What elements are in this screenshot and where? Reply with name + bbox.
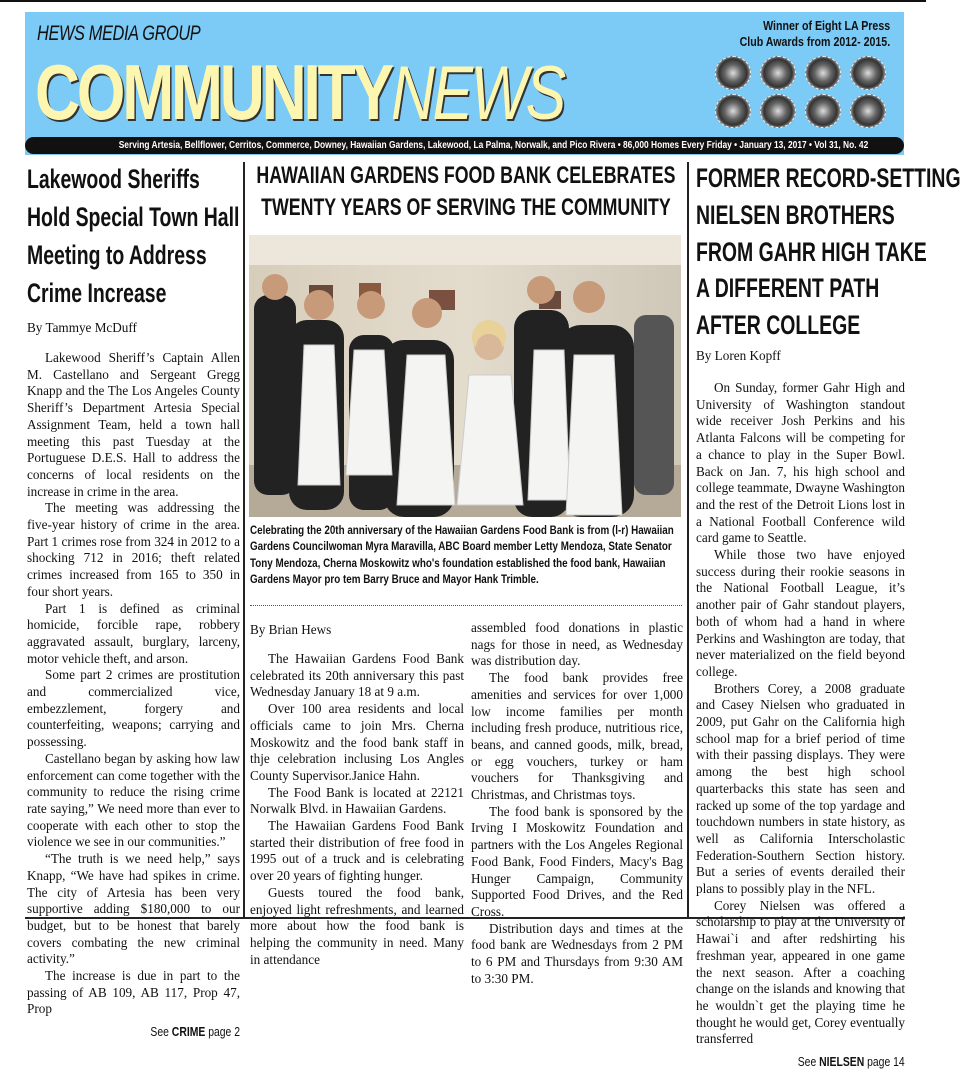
publisher-name: HEWS MEDIA GROUP xyxy=(37,22,201,45)
award-seal-icon xyxy=(760,94,796,128)
food-bank-column-1 xyxy=(250,622,464,968)
headline-line: Meeting to Address xyxy=(27,240,207,270)
headline-line: HAWAIIAN GARDENS FOOD BANK CELEBRATES xyxy=(256,162,676,189)
paragraph: Guests toured the food bank, enjoyed light refreshments, and learned more about how the food bank is helping the community in need. Many in attendance xyxy=(250,884,464,967)
coverage-strip: Serving Artesia, Bellflower, Cerritos, Commerce, Downey, Hawaiian Gardens, Lakewood, La Palma, Norwalk, and Pico Rivera • 86,000 Homes Every Friday • January 13, 2017 • Vol 31, No. 42 xyxy=(25,137,904,154)
headline-food-bank[interactable] xyxy=(248,160,684,224)
byline: By Tammye McDuff xyxy=(27,320,137,335)
headline-nielsen[interactable] xyxy=(696,160,961,344)
paragraph: The food bank is sponsored by the Irving I Moskowitz Foundation and partners with the Los Angeles Regional Food Bank, Food Finders, Macy's Bag Hunger Campaign, Community Supported Food Drives, and the Red Cross. xyxy=(471,803,683,919)
paragraph: Brothers Corey, a 2008 graduate and Casey Nielsen who graduated in 2009, put Gahr on the California high school map for a brief period of time with their passing displays. They were among the best high school quarterbacks this state has seen and racked up some of the top yardage and touchdown numbers in state history, as well as California Interscholastic Federation-Southern Section history. But a series of events derailed their plans to possibly play in the NFL. xyxy=(696,680,905,897)
headline-line: Crime Increase xyxy=(27,278,167,308)
award-seal-icon xyxy=(715,94,751,128)
article-body-food-bank-col2 xyxy=(471,620,683,987)
paragraph: Over 100 area residents and local officials came to join Mrs. Cherna Moskowitz and the food bank staff in thje celebration inclusing Los Angles County Supervisor.Janice Hahn. xyxy=(250,701,464,783)
headline-line: TWENTY YEARS OF SERVING THE COMMUNITY xyxy=(261,194,671,221)
award-seal-icon xyxy=(805,56,841,90)
byline: By Loren Kopff xyxy=(696,347,781,363)
article-body-nielsen xyxy=(696,380,905,1048)
award-seal-icon xyxy=(760,56,796,90)
headline-line: AFTER COLLEGE xyxy=(696,310,861,341)
paragraph: Distribution days and times at the food bank are Wednesdays from 2 PM to 6 PM and Thursdays from 9:30 AM to 3:30 PM. xyxy=(471,920,683,986)
photo-caption: Celebrating the 20th anniversary of the Hawaiian Gardens Food Bank is from (l-r) Hawaiian Gardens Councilwoman Myra Maravilla, ABC Board member Letty Mendoza, State Senator Tony Mendoza, Cherna Moskowitz who's foundation established the food bank, Hawaiian Gardens Mayor pro tem Barry Bruce and Mayor Hank Trimble. xyxy=(250,523,674,586)
jump-link-crime[interactable]: See CRIME page 2 xyxy=(150,1024,240,1040)
award-seals xyxy=(715,56,887,128)
headline-line: A DIFFERENT PATH xyxy=(696,273,880,304)
headline-line: Hold Special Town Hall xyxy=(27,202,240,232)
award-seal-icon xyxy=(805,94,841,128)
paragraph: assembled food donations in plastic nags for those in need, as Wednesday was distribution day. xyxy=(471,620,683,669)
headline-line: Lakewood Sheriffs xyxy=(27,164,200,194)
paragraph: The Hawaiian Gardens Food Bank celebrated its 20th anniversary this past Wednesday January 18 at 9 a.m. xyxy=(250,651,464,700)
article-body-food-bank-col1 xyxy=(250,651,464,968)
paragraph: On Sunday, former Gahr High and University of Washington standout wide receiver Josh Perkins and his Atlanta Falcons will be competing for a chance to play in the Super Bowl. Back on Jan. 7, his high school and college teammate, Dwayne Washington and the rest of the Detroit Lions lost in a National Football Conference wild card game to Seattle. xyxy=(696,379,905,546)
headline-lakewood[interactable] xyxy=(27,160,240,312)
dotted-divider xyxy=(250,605,682,606)
paragraph: Part 1 is defined as criminal homicide, forcible rape, robbery aggravated assault, burglary, larceny, motor vehicle theft, and arson. xyxy=(27,600,240,666)
award-seal-icon xyxy=(850,56,886,90)
top-rule xyxy=(0,0,926,2)
food-bank-photo xyxy=(249,235,681,517)
paragraph: The Hawaiian Gardens Food Bank started their distribution of free food in 1995 out of a truck and is celebrating over 20 years of fighting hunger. xyxy=(250,818,464,884)
paragraph: The meeting was addressing the five-year history of crime in the area. Part 1 crimes rose from 324 in 2012 to a shocking 712 in 2016; theft related crimes increased from 165 to 350 in four short years. xyxy=(27,500,240,599)
headline-line: FROM GAHR HIGH TAKE xyxy=(696,236,927,267)
masthead xyxy=(25,12,904,155)
paragraph: The food bank provides free amenities and services for over 1,000 low income families per month including fresh produce, nutritious rice, beans, and canned goods, milk, bread, or egg vouchers, turkey or ham vouchers for Thanksgiving and Christmas, and Christmas toys. xyxy=(471,670,683,803)
paragraph: Corey Nielsen was offered a scholarship to play at the University of Hawai`i and after redshirting his freshman year, appeared in one game the next season. After a coaching change on the islands and knowing that he wouldn`t get the playing time he thought he would get, Corey eventually transferred xyxy=(696,897,905,1047)
paragraph: The increase is due in part to the passing of AB 109, AB 117, Prop 47, Prop xyxy=(27,968,240,1017)
award-text: Winner of Eight LA Press Club Awards from 2012- 2015. xyxy=(739,19,890,49)
paragraph: While those two have enjoyed success during their rookie seasons in the National Football League, it’s another pair of Gahr standout players, both of whom had a hand in where Perkins and Washington are today, that never materialized on the field beyond college. xyxy=(696,547,905,679)
award-seal-icon xyxy=(850,94,886,128)
column-divider xyxy=(687,162,689,917)
byline: By Brian Hews xyxy=(250,622,332,637)
paragraph: The Food Bank is located at 22121 Norwalk Blvd. in Hawaiian Gardens. xyxy=(250,784,464,817)
right-column xyxy=(696,160,961,1070)
paragraph: Castellano began by asking how law enforcement can come together with the community to reduce the rising crime rate saying,” We need more than ever to cooperate with each other to stop the violence we see in our communities.” xyxy=(27,750,240,850)
jump-link-nielsen[interactable]: See NIELSEN page 14 xyxy=(798,1054,905,1070)
award-seal-icon xyxy=(715,56,751,90)
paragraph: Lakewood Sheriff’s Captain Allen M. Castellano and Sergeant Gregg Knapp and the The Los Angeles County Sheriff’s Department Artesia Special Assignment Team, held a town hall meeting this past Tuesday at the Portuguese D.E.S. Hall to address the concerns of local residents on the increase in crime in the area. xyxy=(27,350,240,499)
paragraph: “The truth is we need help,” says Knapp, “We have had spikes in crime. The city of Artesia has been very supportive adding $180,000 to our budget, but to be honest that barely covers combating the new criminal activity.” xyxy=(27,851,240,967)
headline-line: NIELSEN BROTHERS xyxy=(696,199,895,230)
paragraph: Some part 2 crimes are prostitution and commercialized vice, embezzlement, forgery and counterfeiting, weapons; carrying and possessing. xyxy=(27,667,240,750)
left-column xyxy=(27,160,240,1040)
newspaper-logo: COMMUNITYNEWS xyxy=(35,48,564,136)
column-divider xyxy=(243,162,245,917)
headline-line: FORMER RECORD-SETTING xyxy=(696,163,961,193)
article-body-lakewood xyxy=(27,350,240,1018)
